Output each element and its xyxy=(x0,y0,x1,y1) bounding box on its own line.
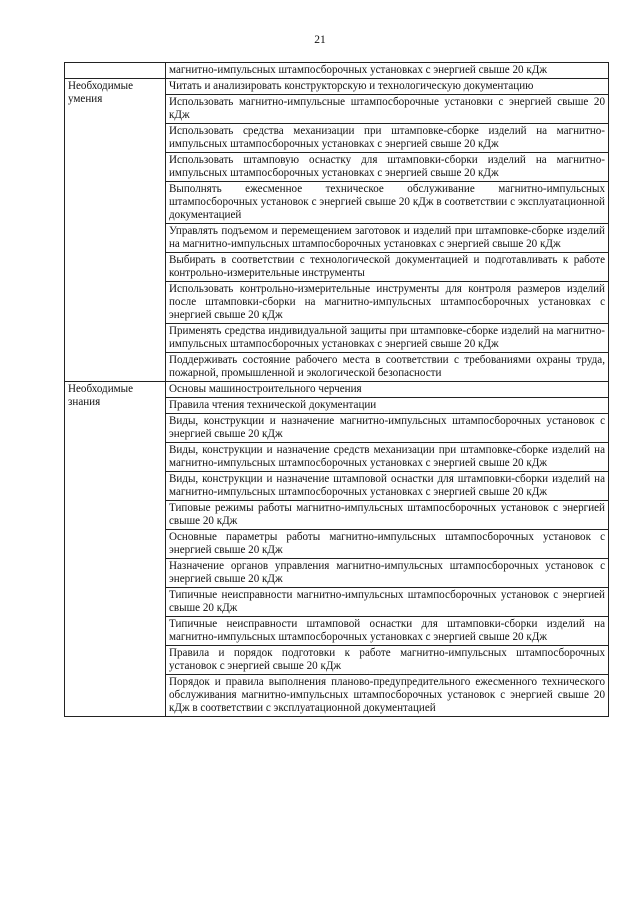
table-row xyxy=(65,63,609,79)
knowledge-item: Типичные неисправности штамповой оснастки для штамповки-сборки изделий на магнитно-импульсных штампосборочных установках с энергией свыше 20 кДж xyxy=(166,617,609,646)
skill-item: Использовать магнитно-импульсные штампосборочные установки с энергией свыше 20 кДж xyxy=(166,95,609,124)
knowledge-item: Основные параметры работы магнитно-импульсных штампосборочных установок с энергией свыше 20 кДж xyxy=(166,530,609,559)
requirements-table xyxy=(64,62,609,717)
knowledge-item: Основы машиностроительного черчения xyxy=(166,382,609,398)
table-cell-empty xyxy=(65,63,166,79)
knowledge-item: Виды, конструкции и назначение средств механизации при штамповке-сборке изделий на магнитно-импульсных штампосборочных установках с энергией свыше 20 кДж xyxy=(166,443,609,472)
knowledge-item: Виды, конструкции и назначение штамповой оснастки для штамповки-сборки изделий на магнитно-импульсных штампосборочных установках с энергией свыше 20 кДж xyxy=(166,472,609,501)
table-cell: магнитно-импульсных штампосборочных установках с энергией свыше 20 кДж xyxy=(166,63,609,79)
table-row xyxy=(65,382,609,398)
knowledge-item: Правила и порядок подготовки к работе магнитно-импульсных штампосборочных установок с энергией свыше 20 кДж xyxy=(166,646,609,675)
skill-item: Использовать средства механизации при штамповке-сборке изделий на магнитно-импульсных штампосборочных установках с энергией свыше 20 кДж xyxy=(166,124,609,153)
page-number: 21 xyxy=(314,34,326,46)
knowledge-item: Порядок и правила выполнения планово-предупредительного ежесменного технического обслуживания магнитно-импульсных штампосборочных установок с энергией свыше 20 кДж в соответствии с эксплуатационной документацией xyxy=(166,675,609,717)
knowledge-item: Типичные неисправности магнитно-импульсных штампосборочных установок с энергией свыше 20 кДж xyxy=(166,588,609,617)
skills-label: Необходимые умения xyxy=(65,79,166,382)
knowledge-item: Назначение органов управления магнитно-импульсных штампосборочных установок с энергией свыше 20 кДж xyxy=(166,559,609,588)
skill-item: Выбирать в соответствии с технологической документацией и подготавливать к работе контрольно-измерительные инструменты xyxy=(166,253,609,282)
skill-item: Использовать штамповую оснастку для штамповки-сборки изделий на магнитно-импульсных штампосборочных установках с энергией свыше 20 кДж xyxy=(166,153,609,182)
knowledge-item: Типовые режимы работы магнитно-импульсных штампосборочных установок с энергией свыше 20 кДж xyxy=(166,501,609,530)
skill-item: Применять средства индивидуальной защиты при штамповке-сборке изделий на магнитно-импульсных штампосборочных установках с энергией свыше 20 кДж xyxy=(166,324,609,353)
knowledge-item: Виды, конструкции и назначение магнитно-импульсных штампосборочных установок с энергией свыше 20 кДж xyxy=(166,414,609,443)
table-row xyxy=(65,79,609,95)
knowledge-label: Необходимые знания xyxy=(65,382,166,717)
knowledge-item: Правила чтения технической документации xyxy=(166,398,609,414)
skill-item: Поддерживать состояние рабочего места в соответствии с требованиями охраны труда, пожарной, промышленной и экологической безопасности xyxy=(166,353,609,382)
skill-item: Управлять подъемом и перемещением заготовок и изделий при штамповке-сборке изделий на магнитно-импульсных штампосборочных установках с энергией свыше 20 кДж xyxy=(166,224,609,253)
skill-item: Выполнять ежесменное техническое обслуживание магнитно-импульсных штампосборочных установок с энергией свыше 20 кДж в соответствии с эксплуатационной документацией xyxy=(166,182,609,224)
skill-item: Использовать контрольно-измерительные инструменты для контроля размеров изделий после штамповки-сборки на магнитно-импульсных штампосборочных установках с энергией свыше 20 кДж xyxy=(166,282,609,324)
skill-item: Читать и анализировать конструкторскую и технологическую документацию xyxy=(166,79,609,95)
